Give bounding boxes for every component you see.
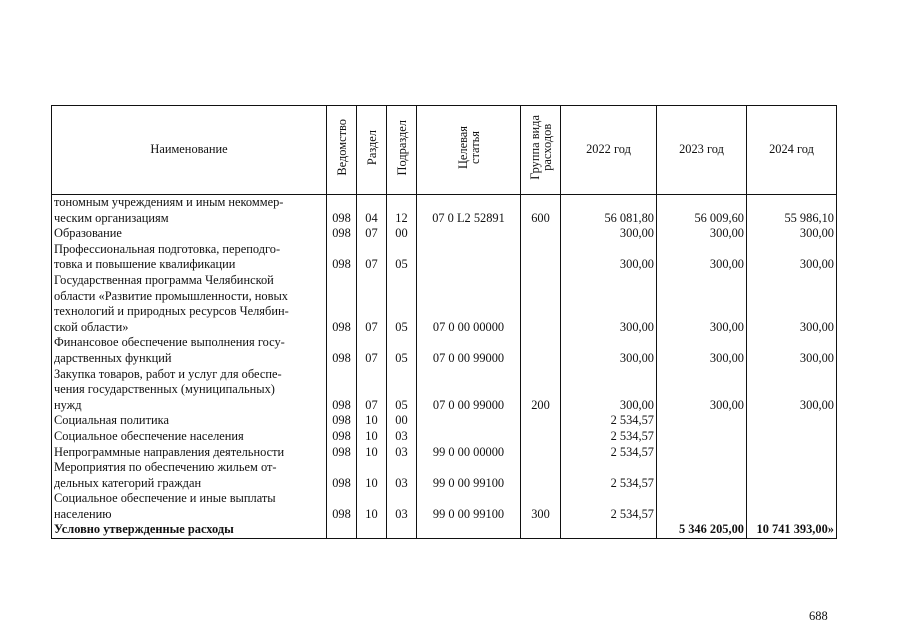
table-header-row bbox=[52, 106, 837, 195]
cell-2022: 300,00 bbox=[561, 335, 657, 366]
cell-2024 bbox=[747, 445, 837, 461]
cell-subsection: 03 bbox=[387, 429, 417, 445]
cell-name: Закупка товаров, работ и услуг для обеспе- чения государственных (муниципальных) нужд bbox=[52, 367, 327, 414]
cell-2024: 10 741 393,00» bbox=[747, 522, 837, 538]
cell-2023 bbox=[657, 491, 747, 522]
cell-subsection: 00 bbox=[387, 226, 417, 242]
cell-name: Условно утвержденные расходы bbox=[52, 522, 327, 538]
cell-name: Финансовое обеспечение выполнения госу- дарственных функций bbox=[52, 335, 327, 366]
cell-subsection bbox=[387, 522, 417, 538]
cell-2022: 2 534,57 bbox=[561, 491, 657, 522]
cell-expense-group bbox=[521, 273, 561, 335]
cell-department: 098 bbox=[327, 367, 357, 414]
cell-expense-group bbox=[521, 429, 561, 445]
cell-2022: 2 534,57 bbox=[561, 445, 657, 461]
cell-name: Социальное обеспечение и иные выплаты населению bbox=[52, 491, 327, 522]
cell-name: Непрограммные направления деятельности bbox=[52, 445, 327, 461]
cell-2022: 300,00 bbox=[561, 226, 657, 242]
cell-target: 07 0 L2 52891 bbox=[417, 195, 521, 227]
cell-2023: 300,00 bbox=[657, 367, 747, 414]
cell-department: 098 bbox=[327, 242, 357, 273]
table-row bbox=[52, 335, 837, 366]
cell-section: 10 bbox=[357, 429, 387, 445]
cell-department: 098 bbox=[327, 429, 357, 445]
cell-name: Профессиональная подготовка, переподго- товка и повышение квалификации bbox=[52, 242, 327, 273]
header-name: Наименование bbox=[52, 106, 327, 195]
table-row bbox=[52, 226, 837, 242]
table-row bbox=[52, 445, 837, 461]
cell-target: 99 0 00 00000 bbox=[417, 445, 521, 461]
cell-section: 10 bbox=[357, 491, 387, 522]
cell-2024: 300,00 bbox=[747, 242, 837, 273]
cell-2023: 5 346 205,00 bbox=[657, 522, 747, 538]
cell-department: 098 bbox=[327, 226, 357, 242]
table-row bbox=[52, 195, 837, 227]
cell-expense-group: 600 bbox=[521, 195, 561, 227]
cell-name: Государственная программа Челябинской области «Развитие промышленности, новых технологий и природных ресурсов Челябин- ской области» bbox=[52, 273, 327, 335]
header-department: Ведомство bbox=[327, 106, 357, 195]
cell-name: Социальное обеспечение населения bbox=[52, 429, 327, 445]
cell-2023 bbox=[657, 429, 747, 445]
cell-subsection: 05 bbox=[387, 367, 417, 414]
cell-2022: 2 534,57 bbox=[561, 429, 657, 445]
cell-expense-group bbox=[521, 226, 561, 242]
header-expense-group: Группа вида расходов bbox=[521, 106, 561, 195]
cell-expense-group bbox=[521, 522, 561, 538]
cell-2023 bbox=[657, 413, 747, 429]
table-row bbox=[52, 460, 837, 491]
cell-target bbox=[417, 226, 521, 242]
cell-2022: 56 081,80 bbox=[561, 195, 657, 227]
cell-department: 098 bbox=[327, 273, 357, 335]
cell-name: Социальная политика bbox=[52, 413, 327, 429]
cell-department: 098 bbox=[327, 460, 357, 491]
cell-expense-group bbox=[521, 460, 561, 491]
cell-2022: 300,00 bbox=[561, 242, 657, 273]
cell-name: тономным учреждениям и иным некоммер- ческим организациям bbox=[52, 195, 327, 227]
cell-target bbox=[417, 522, 521, 538]
cell-2024: 300,00 bbox=[747, 335, 837, 366]
cell-2024: 300,00 bbox=[747, 273, 837, 335]
cell-section: 07 bbox=[357, 335, 387, 366]
cell-expense-group bbox=[521, 335, 561, 366]
cell-2024 bbox=[747, 429, 837, 445]
table-row bbox=[52, 429, 837, 445]
cell-target: 99 0 00 99100 bbox=[417, 460, 521, 491]
cell-2023: 300,00 bbox=[657, 335, 747, 366]
cell-department: 098 bbox=[327, 413, 357, 429]
cell-2022: 300,00 bbox=[561, 367, 657, 414]
cell-department: 098 bbox=[327, 491, 357, 522]
table-row bbox=[52, 273, 837, 335]
cell-section: 04 bbox=[357, 195, 387, 227]
cell-2022: 300,00 bbox=[561, 273, 657, 335]
cell-2024 bbox=[747, 491, 837, 522]
cell-expense-group bbox=[521, 413, 561, 429]
cell-2024 bbox=[747, 460, 837, 491]
page-number: 688 bbox=[809, 609, 828, 623]
cell-subsection: 05 bbox=[387, 273, 417, 335]
cell-target: 07 0 00 99000 bbox=[417, 367, 521, 414]
cell-section bbox=[357, 522, 387, 538]
cell-subsection: 00 bbox=[387, 413, 417, 429]
cell-target: 07 0 00 99000 bbox=[417, 335, 521, 366]
budget-table bbox=[51, 105, 837, 539]
cell-section: 07 bbox=[357, 273, 387, 335]
cell-section: 10 bbox=[357, 460, 387, 491]
cell-target: 99 0 00 99100 bbox=[417, 491, 521, 522]
cell-subsection: 12 bbox=[387, 195, 417, 227]
cell-expense-group: 200 bbox=[521, 367, 561, 414]
cell-2023 bbox=[657, 460, 747, 491]
cell-section: 10 bbox=[357, 413, 387, 429]
cell-section: 07 bbox=[357, 367, 387, 414]
cell-department bbox=[327, 522, 357, 538]
cell-2023: 300,00 bbox=[657, 242, 747, 273]
cell-subsection: 05 bbox=[387, 335, 417, 366]
table-row bbox=[52, 491, 837, 522]
table-row bbox=[52, 367, 837, 414]
cell-name: Мероприятия по обеспечению жильем от- дельных категорий граждан bbox=[52, 460, 327, 491]
cell-subsection: 05 bbox=[387, 242, 417, 273]
cell-expense-group: 300 bbox=[521, 491, 561, 522]
table-row bbox=[52, 522, 837, 538]
header-2024: 2024 год bbox=[747, 106, 837, 195]
header-section: Раздел bbox=[357, 106, 387, 195]
cell-department: 098 bbox=[327, 195, 357, 227]
cell-expense-group bbox=[521, 242, 561, 273]
header-subsection: Подраздел bbox=[387, 106, 417, 195]
cell-2024: 300,00 bbox=[747, 226, 837, 242]
cell-2022 bbox=[561, 522, 657, 538]
cell-section: 10 bbox=[357, 445, 387, 461]
cell-name: Образование bbox=[52, 226, 327, 242]
cell-section: 07 bbox=[357, 226, 387, 242]
table-body bbox=[52, 195, 837, 539]
cell-target: 07 0 00 00000 bbox=[417, 273, 521, 335]
cell-target bbox=[417, 242, 521, 273]
cell-department: 098 bbox=[327, 445, 357, 461]
cell-expense-group bbox=[521, 445, 561, 461]
cell-subsection: 03 bbox=[387, 445, 417, 461]
cell-department: 098 bbox=[327, 335, 357, 366]
cell-2022: 2 534,57 bbox=[561, 413, 657, 429]
cell-2022: 2 534,57 bbox=[561, 460, 657, 491]
cell-2023: 56 009,60 bbox=[657, 195, 747, 227]
cell-target bbox=[417, 429, 521, 445]
table-row bbox=[52, 413, 837, 429]
cell-2024: 55 986,10 bbox=[747, 195, 837, 227]
header-2022: 2022 год bbox=[561, 106, 657, 195]
cell-2024 bbox=[747, 413, 837, 429]
cell-2023: 300,00 bbox=[657, 226, 747, 242]
cell-subsection: 03 bbox=[387, 491, 417, 522]
cell-section: 07 bbox=[357, 242, 387, 273]
header-2023: 2023 год bbox=[657, 106, 747, 195]
header-target: Целевая статья bbox=[417, 106, 521, 195]
cell-target bbox=[417, 413, 521, 429]
cell-2024: 300,00 bbox=[747, 367, 837, 414]
table-row bbox=[52, 242, 837, 273]
cell-2023 bbox=[657, 445, 747, 461]
cell-subsection: 03 bbox=[387, 460, 417, 491]
cell-2023: 300,00 bbox=[657, 273, 747, 335]
